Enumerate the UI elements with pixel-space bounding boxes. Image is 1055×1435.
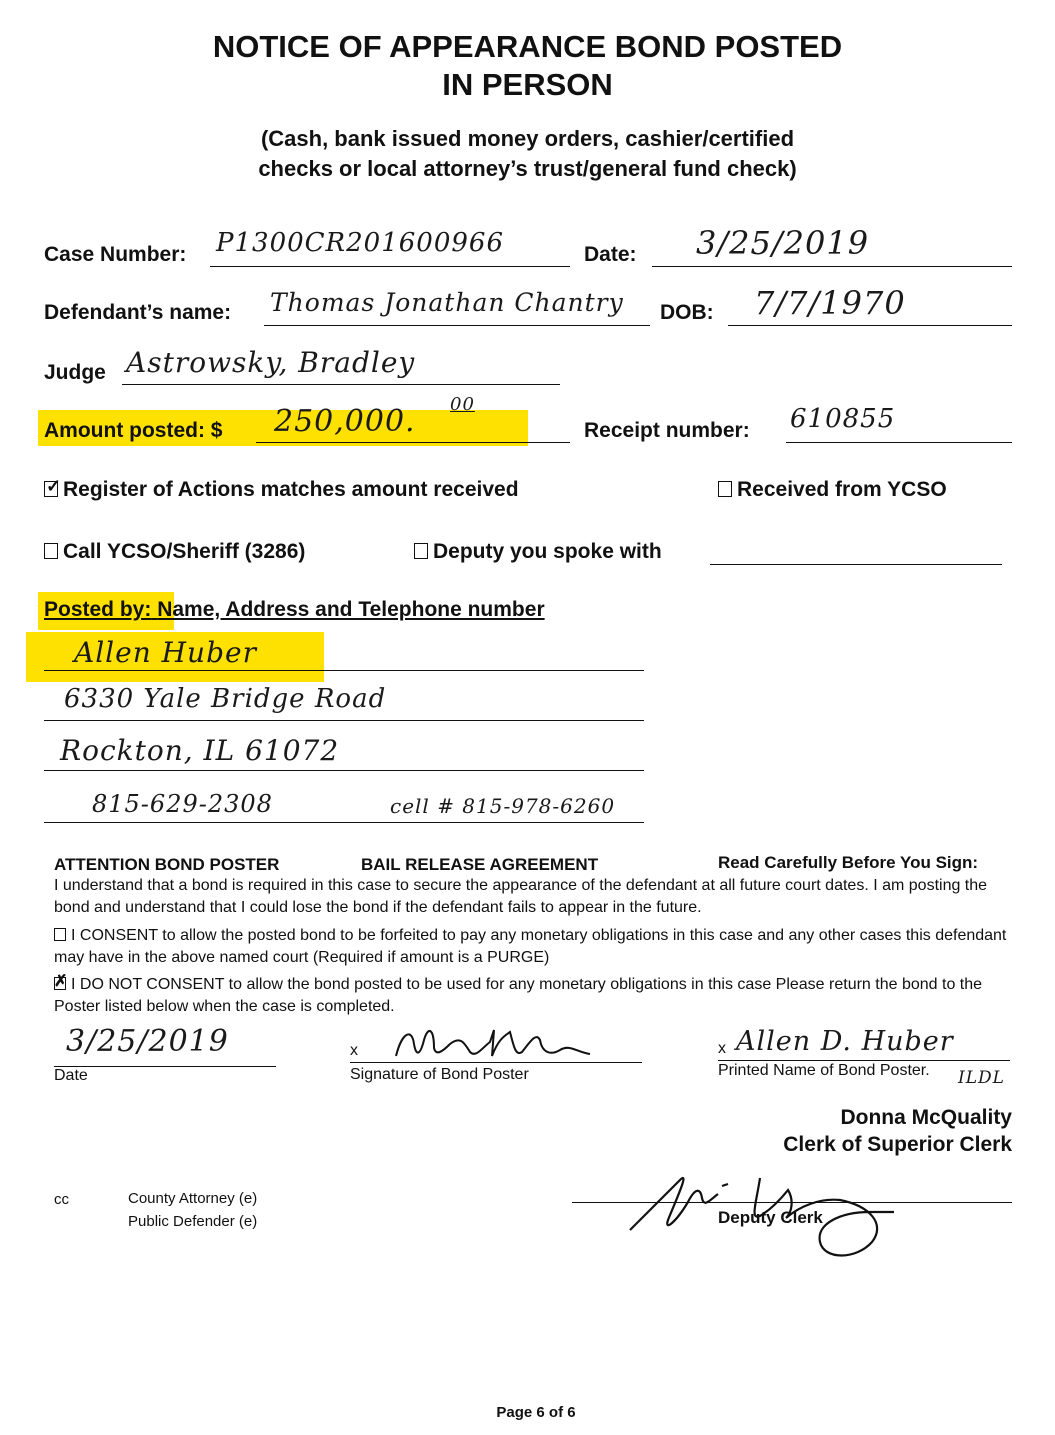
amount-label: Amount posted: $ bbox=[44, 419, 223, 442]
printed-x-mark: x bbox=[718, 1040, 726, 1057]
date-value: 3/25/2019 bbox=[696, 224, 870, 262]
defendant-label: Defendant’s name: bbox=[44, 301, 232, 324]
deputy-check-row[interactable] bbox=[414, 540, 662, 564]
receipt-field[interactable] bbox=[786, 404, 1012, 443]
title-line-2: IN PERSON bbox=[442, 67, 613, 102]
sig-date-label: Date bbox=[54, 1067, 88, 1084]
no-consent-checkbox[interactable] bbox=[54, 973, 68, 990]
poster-address2-value: Rockton, IL 61072 bbox=[60, 734, 340, 767]
consent-label: I CONSENT to allow the posted bond to be forfeited to pay any monetary obligations in this case and any other cases this defendant may have in the above named court (Required if amount is a PURGE) bbox=[54, 927, 1007, 966]
agreement-heading-right: Read Carefully Before You Sign: bbox=[718, 853, 979, 872]
sig-x-mark: x bbox=[350, 1042, 358, 1059]
dob-value: 7/7/1970 bbox=[754, 284, 906, 322]
dob-field[interactable] bbox=[728, 284, 1012, 326]
page-number: Page 6 of 6 bbox=[496, 1404, 576, 1421]
posted-by-heading bbox=[44, 598, 545, 622]
judge-field[interactable] bbox=[122, 346, 560, 385]
date-field[interactable] bbox=[652, 224, 1012, 267]
posted-by-label: Posted by: bbox=[44, 598, 152, 621]
register-label: Register of Actions matches amount received bbox=[63, 478, 519, 501]
received-label: Received from YCSO bbox=[737, 478, 947, 501]
form-subtitle bbox=[0, 124, 1055, 184]
printed-name-field[interactable] bbox=[718, 1022, 1010, 1061]
deputy-clerk-label: Deputy Clerk bbox=[718, 1208, 823, 1227]
amount-field[interactable] bbox=[256, 394, 570, 443]
received-check-row[interactable] bbox=[718, 478, 947, 502]
receipt-value: 610855 bbox=[790, 404, 896, 434]
poster-name-value: Allen Huber bbox=[74, 636, 257, 669]
deputy-checkbox[interactable] bbox=[414, 543, 428, 559]
consent-checkbox[interactable] bbox=[54, 928, 66, 941]
cc-county-attorney: County Attorney (e) bbox=[128, 1190, 258, 1207]
agreement-heading-mid: BAIL RELEASE AGREEMENT bbox=[361, 855, 599, 874]
poster-phone-value: 815-629-2308 bbox=[92, 790, 273, 818]
posted-by-label-rest: Name, Address and Telephone number bbox=[157, 598, 545, 621]
sig-date-value: 3/25/2019 bbox=[66, 1024, 229, 1059]
agreement-heading-left: ATTENTION BOND POSTER bbox=[54, 855, 280, 874]
poster-address1-field[interactable] bbox=[44, 684, 644, 721]
cc-label: cc bbox=[54, 1191, 69, 1208]
deputy-clerk-signature bbox=[610, 1150, 900, 1270]
cc-public-defender: Public Defender (e) bbox=[128, 1213, 258, 1230]
case-number-value: P1300CR201600966 bbox=[216, 228, 505, 258]
deputy-field[interactable] bbox=[710, 540, 1002, 565]
call-check-row[interactable] bbox=[44, 540, 305, 564]
no-consent-row[interactable] bbox=[54, 974, 1014, 1018]
call-label: Call YCSO/Sheriff (3286) bbox=[63, 540, 306, 563]
judge-label: Judge bbox=[44, 361, 106, 384]
amount-value: 250,000. bbox=[274, 404, 416, 439]
sig-date-field[interactable] bbox=[54, 1022, 276, 1067]
judge-value: Astrowsky, Bradley bbox=[126, 346, 416, 379]
amount-cents: 00 bbox=[450, 394, 475, 415]
register-check-row[interactable] bbox=[44, 478, 519, 502]
dob-label: DOB: bbox=[660, 301, 714, 324]
defendant-value: Thomas Jonathan Chantry bbox=[270, 288, 624, 317]
poster-address1-value: 6330 Yale Bridge Road bbox=[64, 684, 387, 714]
agreement-paragraph: I understand that a bond is required in this case to secure the appearance of the defendant at all future court dates. I am posting the bond and understand that I could lose the bond if the defendant fails to appear in the future. bbox=[54, 877, 988, 916]
defendant-field[interactable] bbox=[264, 288, 650, 326]
poster-address2-field[interactable] bbox=[44, 734, 644, 771]
printed-name-value: Allen D. Huber bbox=[736, 1026, 954, 1057]
printed-name-note: ILDL bbox=[958, 1068, 1005, 1088]
call-checkbox[interactable] bbox=[44, 543, 58, 559]
poster-signature-scribble bbox=[390, 1022, 610, 1066]
received-checkbox[interactable] bbox=[718, 481, 732, 497]
form-title bbox=[0, 28, 1055, 104]
poster-phone-field[interactable] bbox=[44, 790, 644, 823]
subtitle-line-2: checks or local attorney’s trust/general fund check) bbox=[258, 156, 797, 181]
deputy-label: Deputy you spoke with bbox=[433, 540, 662, 563]
title-line-1: NOTICE OF APPEARANCE BOND POSTED bbox=[212, 29, 843, 64]
clerk-title: Clerk of Superior Clerk bbox=[783, 1133, 1012, 1156]
consent-row[interactable] bbox=[54, 925, 1014, 969]
check-mark-icon: ✓ bbox=[46, 476, 62, 496]
clerk-name: Donna McQuality bbox=[840, 1106, 1012, 1129]
register-checkbox[interactable] bbox=[44, 476, 62, 497]
poster-signature-label: Signature of Bond Poster bbox=[350, 1066, 529, 1083]
poster-name-field[interactable] bbox=[44, 636, 644, 671]
case-number-field[interactable] bbox=[210, 228, 570, 267]
printed-name-label: Printed Name of Bond Poster. bbox=[718, 1062, 930, 1079]
date-label: Date: bbox=[584, 243, 637, 266]
no-consent-label: I DO NOT CONSENT to allow the bond posted to be used for any monetary obligations in this case Please return the bond to the Poster listed below when the case is completed. bbox=[54, 976, 983, 1015]
poster-cell-value: cell # 815-978-6260 bbox=[390, 794, 616, 818]
cross-mark-icon: ✗ bbox=[54, 973, 68, 990]
case-number-label: Case Number: bbox=[44, 243, 187, 266]
subtitle-line-1: (Cash, bank issued money orders, cashier/certified bbox=[260, 126, 795, 151]
poster-signature-field[interactable] bbox=[350, 1022, 642, 1063]
receipt-label: Receipt number: bbox=[584, 419, 750, 442]
